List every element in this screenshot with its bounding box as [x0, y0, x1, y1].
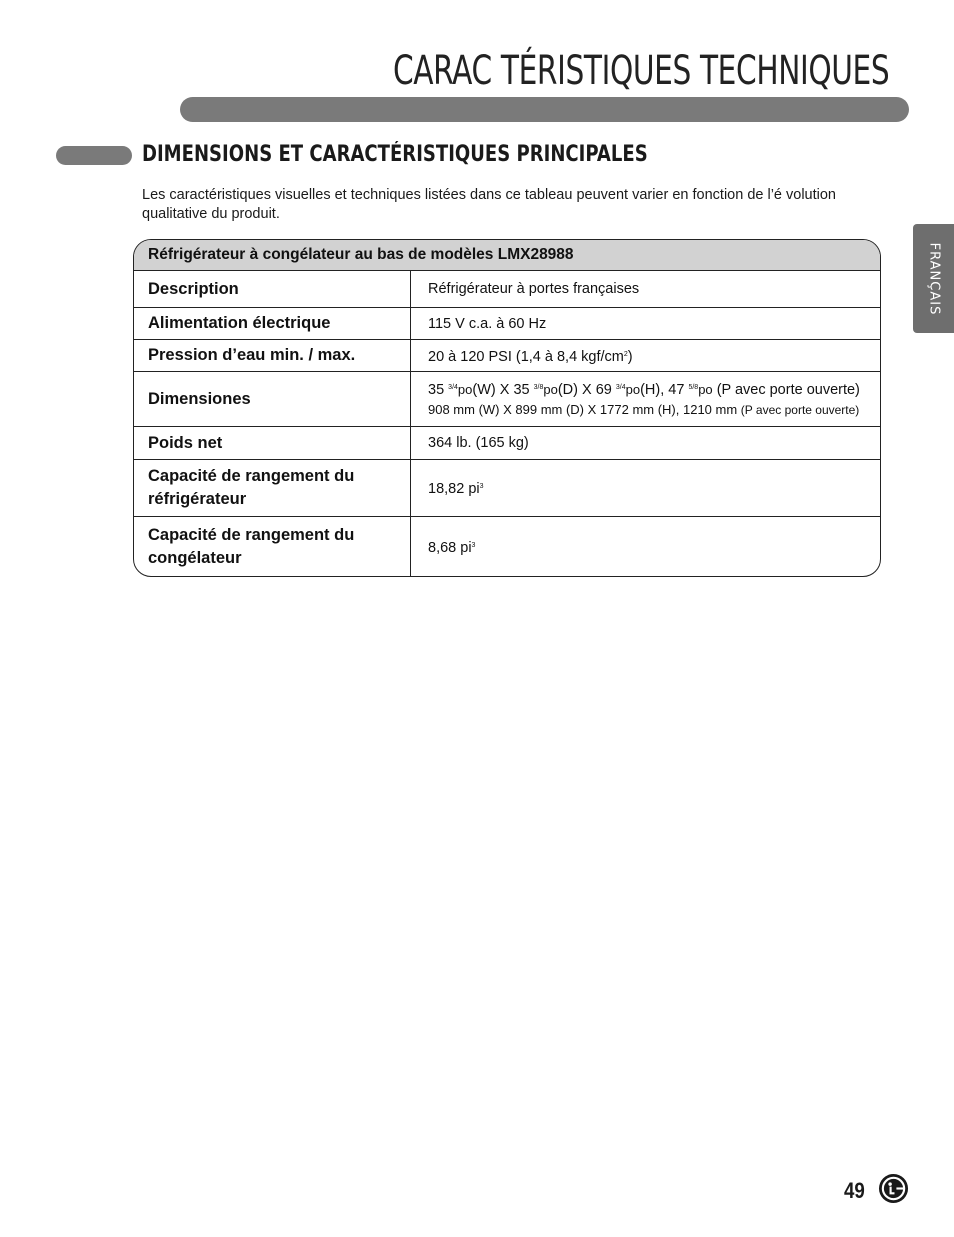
width-fraction: 3/4 — [448, 384, 458, 391]
dimensions-metric — [428, 400, 870, 420]
unit-exponent: 2 — [623, 350, 628, 358]
lg-logo-icon — [878, 1173, 909, 1204]
width-dim: (W) X — [472, 382, 510, 398]
page-number: 49 — [844, 1178, 865, 1203]
section-heading: DIMENSIONS ET CARACTÉRISTIQUES PRINCIPALES — [142, 142, 648, 167]
open-depth-fraction: 5/8 — [688, 384, 699, 391]
intro-paragraph: Les caractéristiques visuelles et techniques listées dans ce tableau peuvent varier en fonction de l’é volution qualitative du produit. — [142, 187, 836, 222]
row-value: Réfrigérateur à portes françaises — [411, 271, 880, 308]
table-row — [134, 460, 880, 517]
width-int: 35 — [428, 382, 445, 398]
table-row — [134, 372, 880, 427]
height-int: 69 — [595, 382, 612, 398]
table-row — [134, 427, 880, 460]
row-label: Pression d’eau min. / max. — [134, 340, 411, 372]
page-title: CARAC TÉRISTIQUES TECHNIQUES — [393, 48, 890, 94]
open-depth-unit: po — [698, 382, 713, 397]
row-label: Description — [134, 271, 411, 308]
row-label: Dimensiones — [134, 372, 411, 427]
row-value-text: 20 à 120 PSI (1,4 à 8,4 kgf/cm — [428, 348, 624, 365]
row-value — [411, 517, 880, 576]
row-value: 115 V c.a. à 60 Hz — [411, 308, 880, 340]
height-dim: (H), — [640, 382, 665, 398]
dimensions-imperial — [428, 378, 870, 400]
dimensions-metric-main: 908 mm (W) X 899 mm (D) X 1772 mm (H), 1210 mm — [428, 402, 738, 417]
row-value-text: 8,68 pi — [428, 539, 472, 556]
row-label: Poids net — [134, 427, 411, 460]
row-label: Capacité de rangement du congélateur — [134, 517, 411, 576]
open-depth-int: 47 — [668, 382, 685, 398]
table-header-row — [134, 240, 880, 271]
section-pill — [56, 146, 132, 165]
row-value-text: 18,82 pi — [428, 481, 480, 497]
table-row — [134, 340, 880, 372]
spec-table — [133, 239, 881, 577]
row-value-suffix: ) — [627, 348, 633, 365]
title-bar — [180, 97, 909, 122]
row-value: 364 lb. (165 kg) — [411, 427, 880, 460]
depth-int: 35 — [513, 382, 530, 398]
row-label: Alimentation électrique — [134, 308, 411, 340]
unit-exponent: 3 — [471, 541, 476, 549]
row-value — [411, 372, 880, 427]
language-tab-label: FRANÇAIS — [926, 242, 941, 315]
table-row — [134, 517, 880, 576]
dimensions-metric-note: (P avec porte ouverte) — [740, 403, 860, 417]
open-depth-dim: (P avec porte ouverte) — [716, 382, 860, 398]
height-unit: po — [625, 382, 641, 397]
table-row — [134, 271, 880, 308]
depth-dim: (D) X — [557, 382, 592, 398]
depth-unit: po — [543, 382, 558, 397]
row-label: Capacité de rangement du réfrigérateur — [134, 460, 411, 517]
unit-exponent: 3 — [479, 483, 484, 490]
language-tab[interactable] — [913, 224, 954, 333]
depth-fraction: 3/8 — [533, 384, 544, 391]
table-row — [134, 308, 880, 340]
table-header: Réfrigérateur à congélateur au bas de modèles LMX28988 — [134, 240, 880, 271]
width-unit: po — [457, 382, 473, 397]
height-fraction: 3/4 — [615, 384, 626, 391]
row-value — [411, 340, 880, 372]
row-value — [411, 460, 880, 517]
